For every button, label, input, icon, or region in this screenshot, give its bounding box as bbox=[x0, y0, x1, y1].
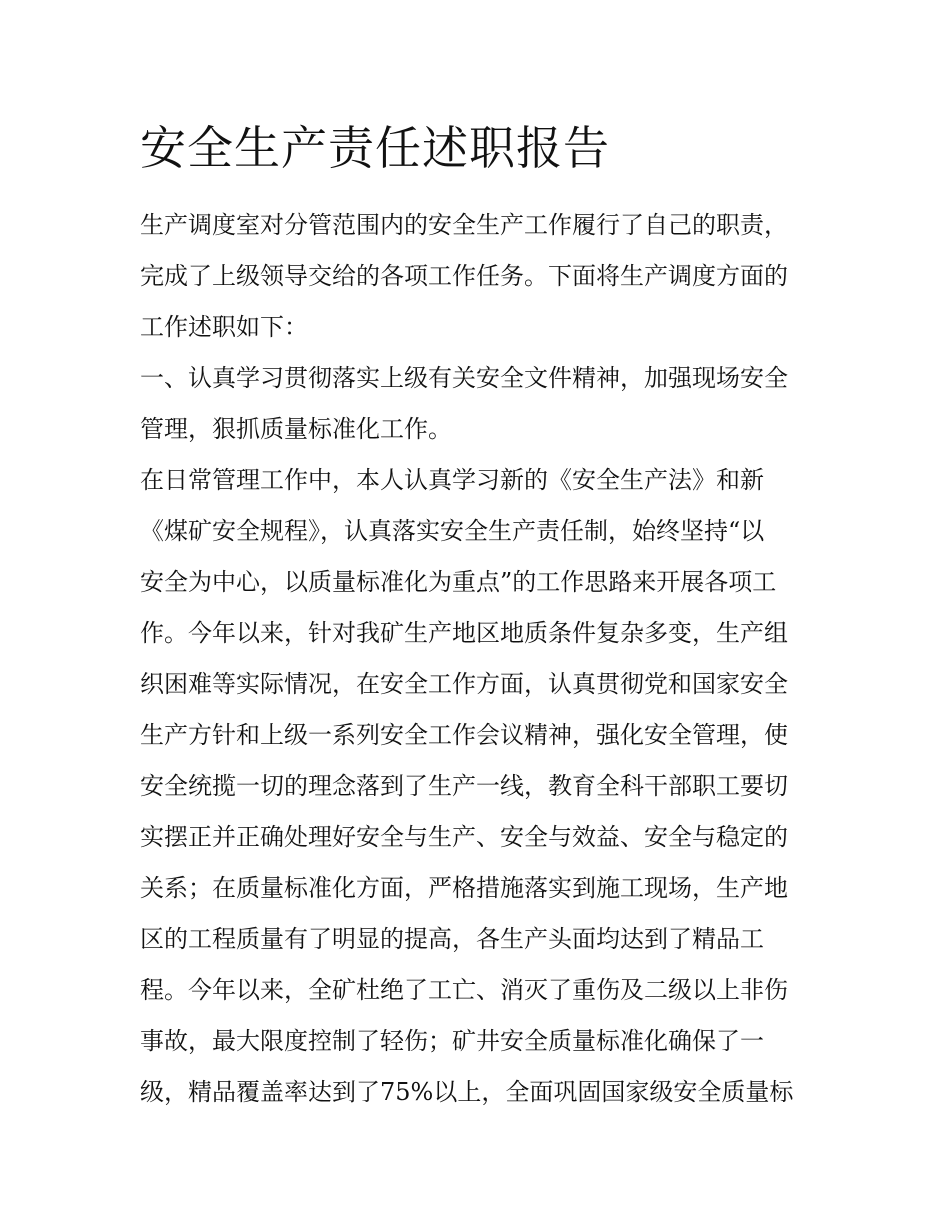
text-line: 完成了上级领导交给的各项工作任务。下面将生产调度方面的 bbox=[140, 262, 788, 290]
text-line: 实摆正并正确处理好安全与生产、安全与效益、安全与稳定的 bbox=[140, 823, 788, 851]
text-line: 《煤矿安全规程》，认真落实安全生产责任制，始终坚持“以 bbox=[140, 517, 765, 545]
document-title: 安全生产责任述职报告 bbox=[140, 121, 610, 175]
text-line: 安全统揽一切的理念落到了生产一线，教育全科干部职工要切 bbox=[140, 772, 788, 800]
text-line: 安全为中心，以质量标准化为重点”的工作思路来开展各项工 bbox=[140, 568, 777, 596]
text-line: 工作述职如下： bbox=[140, 313, 308, 341]
text-line: 级，精品覆盖率达到了75%以上，全面巩固国家级安全质量标 bbox=[140, 1078, 794, 1106]
section-heading-line: 管理，狠抓质量标准化工作。 bbox=[140, 415, 452, 443]
text-line: 区的工程质量有了明显的提高，各生产头面均达到了精品工 bbox=[140, 925, 764, 953]
text-line: 生产方针和上级一系列安全工作会议精神，强化安全管理，使 bbox=[140, 721, 788, 749]
text-line: 在日常管理工作中，本人认真学习新的《安全生产法》和新 bbox=[140, 466, 764, 494]
text-line: 程。今年以来，全矿杜绝了工亡、消灭了重伤及二级以上非伤 bbox=[140, 976, 788, 1004]
document-content bbox=[140, 118, 812, 1118]
document-body bbox=[140, 200, 812, 1118]
text-line: 作。今年以来，针对我矿生产地区地质条件复杂多变，生产组 bbox=[140, 619, 788, 647]
text-line: 关系；在质量标准化方面，严格措施落实到施工现场，生产地 bbox=[140, 874, 788, 902]
text-line: 生产调度室对分管范围内的安全生产工作履行了自己的职责， bbox=[140, 211, 788, 239]
section-heading-line: 一、认真学习贯彻落实上级有关安全文件精神，加强现场安全 bbox=[140, 364, 788, 392]
text-line: 织困难等实际情况，在安全工作方面，认真贯彻党和国家安全 bbox=[140, 670, 788, 698]
text-line: 事故，最大限度控制了轻伤；矿井安全质量标准化确保了一 bbox=[140, 1027, 764, 1055]
